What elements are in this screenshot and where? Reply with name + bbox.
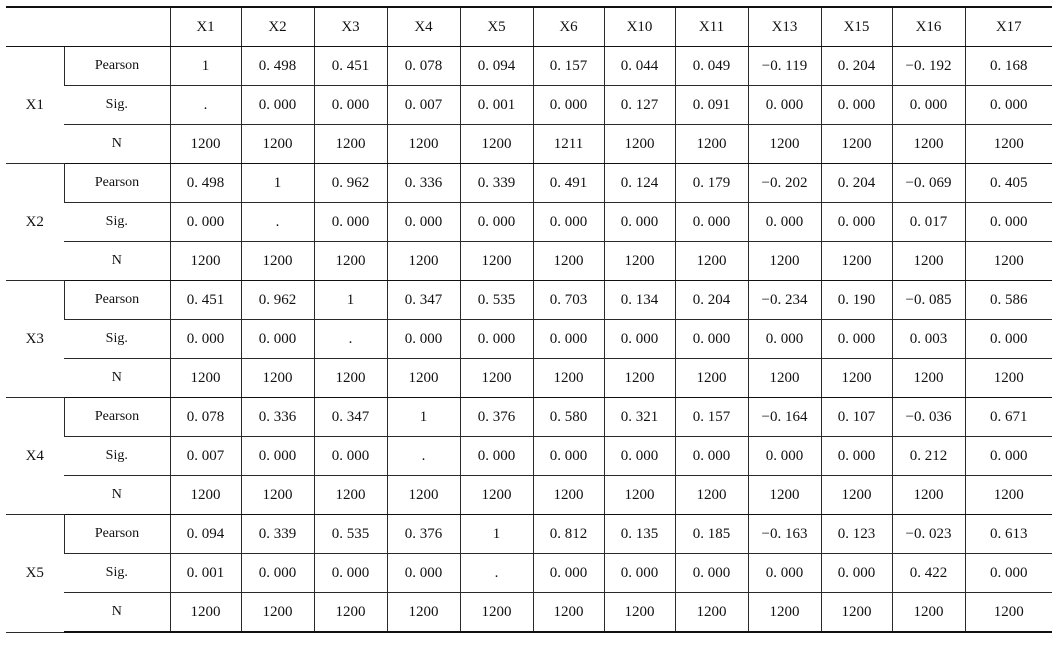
value-cell: 1200	[892, 476, 965, 515]
value-cell: 1	[241, 164, 314, 203]
value-cell: 1	[387, 398, 460, 437]
value-cell: 1200	[821, 476, 892, 515]
value-cell: 0. 000	[675, 554, 748, 593]
value-cell: −0. 085	[892, 281, 965, 320]
value-cell: 0. 000	[965, 86, 1052, 125]
value-cell: 0. 007	[170, 437, 241, 476]
value-cell: 0. 000	[241, 554, 314, 593]
value-cell: 0. 339	[460, 164, 533, 203]
value-cell: 0. 000	[965, 320, 1052, 359]
value-cell: 0. 336	[241, 398, 314, 437]
header-row	[6, 7, 1052, 47]
value-cell: 0. 168	[965, 47, 1052, 86]
value-cell: 0. 347	[314, 398, 387, 437]
table-row	[6, 476, 1052, 515]
value-cell: 0. 000	[675, 203, 748, 242]
value-cell: 1	[170, 47, 241, 86]
value-cell: 1200	[533, 593, 604, 633]
value-cell: 1200	[892, 359, 965, 398]
value-cell: 0. 000	[821, 437, 892, 476]
table-row	[6, 515, 1052, 554]
value-cell: 0. 000	[170, 320, 241, 359]
value-cell: 0. 000	[965, 437, 1052, 476]
value-cell: 1200	[748, 125, 821, 164]
table-row	[6, 203, 1052, 242]
value-cell: 0. 000	[533, 203, 604, 242]
value-cell: 1200	[604, 242, 675, 281]
value-cell: 1200	[170, 359, 241, 398]
stat-label: Pearson	[64, 47, 170, 86]
value-cell: 1200	[460, 593, 533, 633]
value-cell: 0. 000	[821, 320, 892, 359]
table-row	[6, 125, 1052, 164]
value-cell: 0. 000	[892, 86, 965, 125]
value-cell: 1200	[533, 476, 604, 515]
value-cell: 1200	[748, 242, 821, 281]
value-cell: 0. 451	[170, 281, 241, 320]
value-cell: 1200	[748, 359, 821, 398]
value-cell: 0. 000	[533, 437, 604, 476]
table-row	[6, 47, 1052, 86]
value-cell: 0. 094	[170, 515, 241, 554]
value-cell: 0. 498	[170, 164, 241, 203]
value-cell: 0. 000	[314, 554, 387, 593]
value-cell: 0. 000	[170, 203, 241, 242]
table-row	[6, 554, 1052, 593]
value-cell: 1200	[748, 593, 821, 633]
value-cell: 1200	[314, 125, 387, 164]
value-cell: 1200	[965, 242, 1052, 281]
stat-label: N	[64, 125, 170, 164]
value-cell: 1200	[748, 476, 821, 515]
value-cell: 0. 124	[604, 164, 675, 203]
value-cell: 1200	[821, 242, 892, 281]
value-cell: 0. 078	[170, 398, 241, 437]
value-cell: 0. 000	[387, 554, 460, 593]
value-cell: 0. 000	[241, 437, 314, 476]
column-header: X15	[821, 7, 892, 47]
value-cell: 0. 000	[533, 320, 604, 359]
value-cell: 1200	[892, 593, 965, 633]
value-cell: 1200	[460, 359, 533, 398]
value-cell: 0. 000	[533, 554, 604, 593]
value-cell: 0. 535	[314, 515, 387, 554]
value-cell: .	[241, 203, 314, 242]
value-cell: 1200	[314, 476, 387, 515]
value-cell: 1200	[533, 242, 604, 281]
column-header: X16	[892, 7, 965, 47]
stat-label: N	[64, 593, 170, 633]
row-group-label: X2	[6, 164, 64, 281]
value-cell: 1200	[460, 125, 533, 164]
value-cell: 0. 134	[604, 281, 675, 320]
value-cell: 0. 094	[460, 47, 533, 86]
value-cell: 0. 157	[675, 398, 748, 437]
value-cell: 1200	[821, 359, 892, 398]
value-cell: 1200	[314, 593, 387, 633]
value-cell: 0. 091	[675, 86, 748, 125]
value-cell: 0. 204	[675, 281, 748, 320]
value-cell: −0. 202	[748, 164, 821, 203]
value-cell: 1200	[533, 359, 604, 398]
stat-label: Pearson	[64, 515, 170, 554]
stat-label: N	[64, 476, 170, 515]
value-cell: −0. 163	[748, 515, 821, 554]
value-cell: 1200	[387, 242, 460, 281]
value-cell: 0. 190	[821, 281, 892, 320]
value-cell: 0. 000	[748, 437, 821, 476]
value-cell: 1200	[604, 476, 675, 515]
stat-label: Sig.	[64, 203, 170, 242]
value-cell: 0. 000	[314, 86, 387, 125]
table-row	[6, 398, 1052, 437]
value-cell: 0. 179	[675, 164, 748, 203]
value-cell: 1200	[241, 476, 314, 515]
value-cell: 0. 000	[460, 203, 533, 242]
value-cell: 0. 451	[314, 47, 387, 86]
value-cell: 0. 321	[604, 398, 675, 437]
value-cell: 0. 212	[892, 437, 965, 476]
value-cell: 1200	[241, 593, 314, 633]
value-cell: 1200	[241, 359, 314, 398]
value-cell: 1200	[892, 242, 965, 281]
row-group-label: X3	[6, 281, 64, 398]
row-group-label: X1	[6, 47, 64, 164]
value-cell: 1200	[821, 125, 892, 164]
table-row	[6, 359, 1052, 398]
value-cell: .	[314, 320, 387, 359]
value-cell: 0. 422	[892, 554, 965, 593]
stat-label: Sig.	[64, 86, 170, 125]
value-cell: 0. 000	[533, 86, 604, 125]
row-group-label: X4	[6, 398, 64, 515]
corner-cell	[6, 7, 170, 47]
value-cell: 1200	[170, 476, 241, 515]
value-cell: 0. 000	[460, 437, 533, 476]
value-cell: 0. 123	[821, 515, 892, 554]
value-cell: 1200	[387, 476, 460, 515]
value-cell: 1200	[170, 242, 241, 281]
correlation-table	[6, 6, 1052, 633]
value-cell: 0. 000	[604, 203, 675, 242]
stat-label: N	[64, 359, 170, 398]
value-cell: 0. 000	[604, 437, 675, 476]
value-cell: 1200	[241, 242, 314, 281]
value-cell: 1200	[965, 359, 1052, 398]
value-cell: 1200	[675, 359, 748, 398]
value-cell: 0. 000	[748, 320, 821, 359]
stat-label: Sig.	[64, 437, 170, 476]
value-cell: 1200	[170, 593, 241, 633]
table-row	[6, 86, 1052, 125]
value-cell: 0. 107	[821, 398, 892, 437]
stat-label: Pearson	[64, 281, 170, 320]
value-cell: 0. 491	[533, 164, 604, 203]
value-cell: 1200	[675, 593, 748, 633]
value-cell: 0. 000	[748, 203, 821, 242]
table-row	[6, 164, 1052, 203]
value-cell: 0. 135	[604, 515, 675, 554]
value-cell: 1200	[604, 125, 675, 164]
column-header: X11	[675, 7, 748, 47]
value-cell: −0. 023	[892, 515, 965, 554]
stat-label: Sig.	[64, 554, 170, 593]
value-cell: −0. 192	[892, 47, 965, 86]
value-cell: −0. 069	[892, 164, 965, 203]
value-cell: 1200	[387, 359, 460, 398]
value-cell: 1200	[314, 242, 387, 281]
value-cell: 1200	[604, 359, 675, 398]
value-cell: 0. 000	[241, 320, 314, 359]
value-cell: 1211	[533, 125, 604, 164]
value-cell: 1200	[387, 125, 460, 164]
value-cell: 1200	[675, 242, 748, 281]
column-header: X13	[748, 7, 821, 47]
value-cell: 1200	[965, 593, 1052, 633]
value-cell: 0. 000	[604, 320, 675, 359]
value-cell: −0. 234	[748, 281, 821, 320]
value-cell: 1200	[170, 125, 241, 164]
value-cell: 0. 204	[821, 164, 892, 203]
value-cell: 0. 007	[387, 86, 460, 125]
value-cell: 1	[314, 281, 387, 320]
table-row	[6, 437, 1052, 476]
value-cell: 0. 671	[965, 398, 1052, 437]
value-cell: 0. 613	[965, 515, 1052, 554]
value-cell: 0. 347	[387, 281, 460, 320]
column-header: X2	[241, 7, 314, 47]
value-cell: 0. 000	[675, 437, 748, 476]
value-cell: 1200	[965, 476, 1052, 515]
value-cell: 1200	[460, 242, 533, 281]
value-cell: 0. 580	[533, 398, 604, 437]
value-cell: .	[387, 437, 460, 476]
value-cell: 0. 003	[892, 320, 965, 359]
value-cell: 0. 405	[965, 164, 1052, 203]
value-cell: 0. 000	[241, 86, 314, 125]
value-cell: 1	[460, 515, 533, 554]
column-header: X10	[604, 7, 675, 47]
value-cell: 0. 498	[241, 47, 314, 86]
value-cell: 1200	[675, 125, 748, 164]
value-cell: 0. 336	[387, 164, 460, 203]
value-cell: 0. 376	[460, 398, 533, 437]
value-cell: 0. 000	[965, 203, 1052, 242]
value-cell: 0. 812	[533, 515, 604, 554]
column-header: X1	[170, 7, 241, 47]
table-row	[6, 593, 1052, 633]
value-cell: 0. 000	[675, 320, 748, 359]
row-group-label: X5	[6, 515, 64, 633]
value-cell: 0. 962	[241, 281, 314, 320]
table-row	[6, 242, 1052, 281]
value-cell: 0. 000	[965, 554, 1052, 593]
value-cell: 1200	[387, 593, 460, 633]
column-header: X3	[314, 7, 387, 47]
value-cell: 0. 001	[170, 554, 241, 593]
value-cell: 0. 000	[314, 203, 387, 242]
value-cell: 0. 157	[533, 47, 604, 86]
value-cell: 0. 078	[387, 47, 460, 86]
value-cell: 1200	[965, 125, 1052, 164]
value-cell: 1200	[892, 125, 965, 164]
stat-label: Pearson	[64, 164, 170, 203]
value-cell: 0. 000	[748, 86, 821, 125]
value-cell: 0. 000	[748, 554, 821, 593]
value-cell: 0. 586	[965, 281, 1052, 320]
value-cell: 0. 962	[314, 164, 387, 203]
value-cell: 0. 000	[821, 203, 892, 242]
value-cell: 0. 376	[387, 515, 460, 554]
value-cell: 1200	[314, 359, 387, 398]
value-cell: 0. 000	[387, 203, 460, 242]
table-row	[6, 320, 1052, 359]
table-body	[6, 47, 1052, 633]
stat-label: N	[64, 242, 170, 281]
value-cell: 1200	[675, 476, 748, 515]
value-cell: −0. 119	[748, 47, 821, 86]
value-cell: 0. 001	[460, 86, 533, 125]
column-header: X4	[387, 7, 460, 47]
value-cell: 1200	[241, 125, 314, 164]
value-cell: 0. 017	[892, 203, 965, 242]
value-cell: 0. 000	[387, 320, 460, 359]
column-header: X5	[460, 7, 533, 47]
value-cell: 0. 339	[241, 515, 314, 554]
value-cell: 0. 535	[460, 281, 533, 320]
value-cell: 0. 044	[604, 47, 675, 86]
value-cell: 0. 000	[314, 437, 387, 476]
value-cell: 0. 127	[604, 86, 675, 125]
value-cell: 0. 000	[604, 554, 675, 593]
value-cell: 0. 703	[533, 281, 604, 320]
stat-label: Pearson	[64, 398, 170, 437]
value-cell: 1200	[821, 593, 892, 633]
value-cell: .	[460, 554, 533, 593]
value-cell: 0. 204	[821, 47, 892, 86]
table-row	[6, 281, 1052, 320]
value-cell: .	[170, 86, 241, 125]
value-cell: −0. 164	[748, 398, 821, 437]
value-cell: 0. 000	[821, 554, 892, 593]
value-cell: 0. 000	[460, 320, 533, 359]
value-cell: 1200	[460, 476, 533, 515]
column-header: X6	[533, 7, 604, 47]
column-header: X17	[965, 7, 1052, 47]
value-cell: 0. 049	[675, 47, 748, 86]
value-cell: 0. 185	[675, 515, 748, 554]
value-cell: 0. 000	[821, 86, 892, 125]
stat-label: Sig.	[64, 320, 170, 359]
value-cell: −0. 036	[892, 398, 965, 437]
value-cell: 1200	[604, 593, 675, 633]
